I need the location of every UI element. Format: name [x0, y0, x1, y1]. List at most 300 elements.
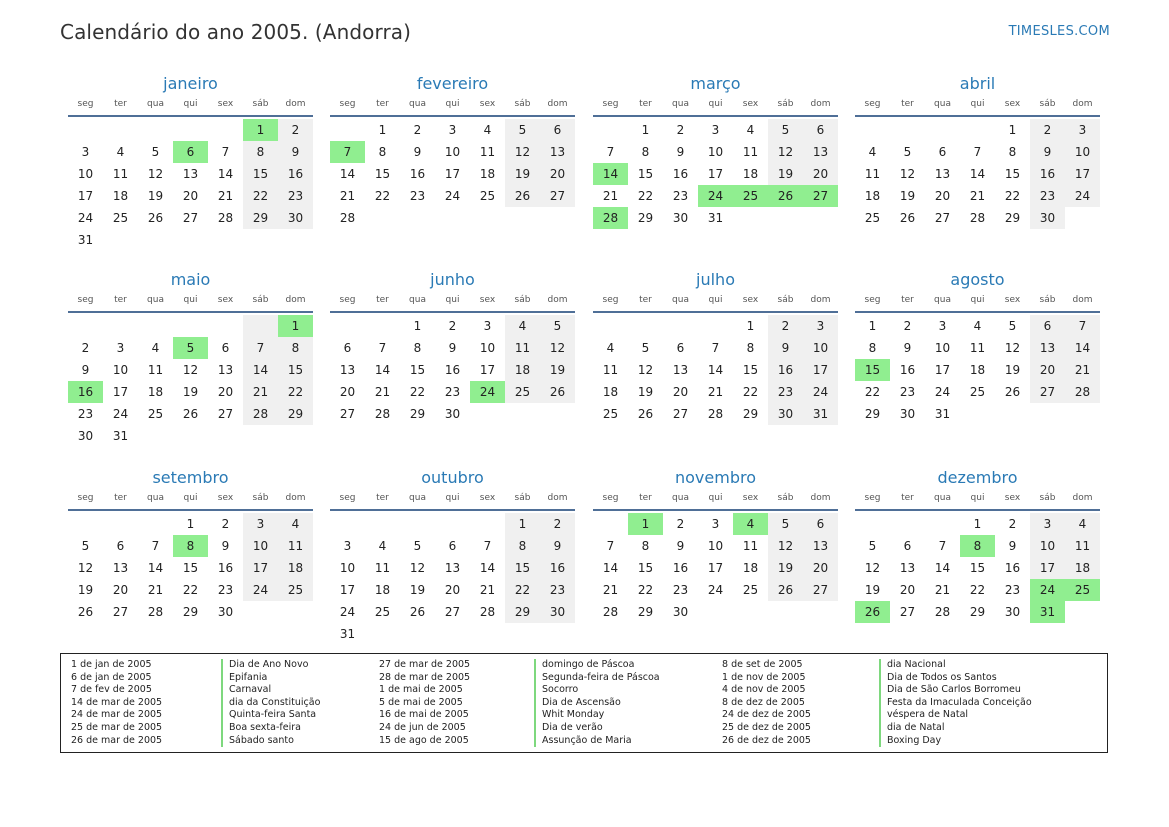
day-cell[interactable]: 8 [278, 337, 313, 359]
day-cell[interactable]: 6 [116, 539, 125, 553]
day-cell[interactable]: 29 [182, 605, 199, 619]
day-cell[interactable]: 21 [374, 385, 391, 399]
day-cell[interactable]: 5 [768, 119, 803, 141]
day-cell[interactable]: 17 [77, 189, 94, 203]
day-cell[interactable]: 26 [409, 605, 426, 619]
day-cell[interactable]: 12 [540, 337, 575, 359]
day-cell[interactable]: 26 [637, 407, 654, 421]
day-cell[interactable]: 19 [768, 557, 803, 579]
day-cell[interactable]: 29 [637, 211, 654, 225]
day-cell[interactable]: 22 [969, 583, 986, 597]
day-cell[interactable]: 20 [444, 583, 461, 597]
day-cell[interactable]: 16 [672, 561, 689, 575]
day-cell[interactable]: 17 [934, 363, 951, 377]
day-cell[interactable]: 10 [77, 167, 94, 181]
day-cell[interactable]: 3 [343, 539, 352, 553]
day-cell[interactable]: 24 [112, 407, 129, 421]
day-cell[interactable]: 5 [768, 513, 803, 535]
day-cell[interactable]: 8 [641, 145, 650, 159]
day-cell[interactable]: 10 [444, 145, 461, 159]
day-cell[interactable]: 2 [448, 319, 457, 333]
holiday-day-cell[interactable]: 7 [330, 141, 365, 163]
day-cell[interactable]: 22 [637, 189, 654, 203]
day-cell[interactable]: 2 [81, 341, 90, 355]
day-cell[interactable]: 23 [409, 189, 426, 203]
day-cell[interactable]: 1 [973, 517, 982, 531]
day-cell[interactable]: 22 [1004, 189, 1021, 203]
day-cell[interactable]: 8 [1008, 145, 1017, 159]
day-cell[interactable]: 12 [768, 141, 803, 163]
day-cell[interactable]: 21 [602, 189, 619, 203]
day-cell[interactable]: 29 [278, 403, 313, 425]
day-cell[interactable]: 10 [112, 363, 129, 377]
day-cell[interactable]: 23 [672, 583, 689, 597]
day-cell[interactable]: 8 [868, 341, 877, 355]
holiday-day-cell[interactable]: 27 [803, 185, 838, 207]
day-cell[interactable]: 17 [243, 557, 278, 579]
day-cell[interactable]: 9 [221, 539, 230, 553]
day-cell[interactable]: 16 [768, 359, 803, 381]
holiday-day-cell[interactable]: 8 [960, 535, 995, 557]
day-cell[interactable]: 18 [505, 359, 540, 381]
day-cell[interactable]: 5 [413, 539, 422, 553]
day-cell[interactable]: 5 [868, 539, 877, 553]
day-cell[interactable]: 20 [803, 557, 838, 579]
day-cell[interactable]: 25 [864, 211, 881, 225]
holiday-day-cell[interactable]: 6 [173, 141, 208, 163]
day-cell[interactable]: 4 [505, 315, 540, 337]
day-cell[interactable]: 17 [707, 561, 724, 575]
day-cell[interactable]: 23 [1030, 185, 1065, 207]
holiday-day-cell[interactable]: 24 [470, 381, 505, 403]
day-cell[interactable]: 19 [147, 189, 164, 203]
day-cell[interactable]: 12 [505, 141, 540, 163]
day-cell[interactable]: 15 [637, 167, 654, 181]
day-cell[interactable]: 29 [409, 407, 426, 421]
day-cell[interactable]: 1 [378, 123, 387, 137]
day-cell[interactable]: 8 [413, 341, 422, 355]
day-cell[interactable]: 4 [151, 341, 160, 355]
day-cell[interactable]: 11 [505, 337, 540, 359]
holiday-day-cell[interactable]: 26 [768, 185, 803, 207]
holiday-day-cell[interactable]: 1 [628, 513, 663, 535]
day-cell[interactable]: 11 [864, 167, 881, 181]
day-cell[interactable]: 20 [672, 385, 689, 399]
day-cell[interactable]: 13 [1030, 337, 1065, 359]
day-cell[interactable]: 22 [374, 189, 391, 203]
day-cell[interactable]: 13 [112, 561, 129, 575]
day-cell[interactable]: 1 [186, 517, 195, 531]
day-cell[interactable]: 17 [803, 359, 838, 381]
day-cell[interactable]: 30 [540, 601, 575, 623]
day-cell[interactable]: 11 [278, 535, 313, 557]
day-cell[interactable]: 2 [676, 123, 685, 137]
day-cell[interactable]: 2 [1008, 517, 1017, 531]
day-cell[interactable]: 23 [1004, 583, 1021, 597]
day-cell[interactable]: 14 [969, 167, 986, 181]
day-cell[interactable]: 15 [637, 561, 654, 575]
day-cell[interactable]: 21 [339, 189, 356, 203]
day-cell[interactable]: 11 [742, 539, 759, 553]
day-cell[interactable]: 6 [803, 513, 838, 535]
day-cell[interactable]: 21 [479, 583, 496, 597]
day-cell[interactable]: 12 [864, 561, 881, 575]
day-cell[interactable]: 20 [899, 583, 916, 597]
day-cell[interactable]: 30 [444, 407, 461, 421]
day-cell[interactable]: 9 [676, 539, 685, 553]
day-cell[interactable]: 4 [1065, 513, 1100, 535]
day-cell[interactable]: 11 [1065, 535, 1100, 557]
day-cell[interactable]: 15 [1004, 167, 1021, 181]
holiday-day-cell[interactable]: 26 [855, 601, 890, 623]
day-cell[interactable]: 5 [505, 119, 540, 141]
day-cell[interactable]: 3 [711, 123, 720, 137]
day-cell[interactable]: 18 [742, 561, 759, 575]
day-cell[interactable]: 27 [112, 605, 129, 619]
day-cell[interactable]: 8 [378, 145, 387, 159]
day-cell[interactable]: 28 [934, 605, 951, 619]
day-cell[interactable]: 9 [903, 341, 912, 355]
day-cell[interactable]: 28 [147, 605, 164, 619]
day-cell[interactable]: 16 [278, 163, 313, 185]
day-cell[interactable]: 27 [540, 185, 575, 207]
day-cell[interactable]: 14 [339, 167, 356, 181]
day-cell[interactable]: 29 [742, 407, 759, 421]
day-cell[interactable]: 28 [374, 407, 391, 421]
day-cell[interactable]: 2 [768, 315, 803, 337]
day-cell[interactable]: 1 [413, 319, 422, 333]
day-cell[interactable]: 12 [147, 167, 164, 181]
day-cell[interactable]: 5 [151, 145, 160, 159]
day-cell[interactable]: 7 [938, 539, 947, 553]
day-cell[interactable]: 12 [899, 167, 916, 181]
day-cell[interactable]: 6 [803, 119, 838, 141]
day-cell[interactable]: 18 [969, 363, 986, 377]
day-cell[interactable]: 25 [479, 189, 496, 203]
day-cell[interactable]: 26 [540, 381, 575, 403]
day-cell[interactable]: 6 [343, 341, 352, 355]
day-cell[interactable]: 23 [672, 189, 689, 203]
day-cell[interactable]: 30 [77, 429, 94, 443]
day-cell[interactable]: 23 [444, 385, 461, 399]
day-cell[interactable]: 5 [1008, 319, 1017, 333]
holiday-day-cell[interactable]: 1 [243, 119, 278, 141]
day-cell[interactable]: 13 [803, 535, 838, 557]
day-cell[interactable]: 26 [147, 211, 164, 225]
day-cell[interactable]: 17 [1065, 163, 1100, 185]
day-cell[interactable]: 11 [742, 145, 759, 159]
day-cell[interactable]: 13 [339, 363, 356, 377]
holiday-day-cell[interactable]: 5 [173, 337, 208, 359]
day-cell[interactable]: 15 [969, 561, 986, 575]
day-cell[interactable]: 8 [505, 535, 540, 557]
brand-link[interactable]: TIMESLES.COM [1008, 24, 1110, 39]
day-cell[interactable]: 19 [182, 385, 199, 399]
day-cell[interactable]: 25 [505, 381, 540, 403]
day-cell[interactable]: 15 [182, 561, 199, 575]
day-cell[interactable]: 30 [1030, 207, 1065, 229]
day-cell[interactable]: 16 [409, 167, 426, 181]
day-cell[interactable]: 13 [217, 363, 234, 377]
day-cell[interactable]: 24 [444, 189, 461, 203]
day-cell[interactable]: 16 [1030, 163, 1065, 185]
day-cell[interactable]: 6 [903, 539, 912, 553]
day-cell[interactable]: 19 [637, 385, 654, 399]
day-cell[interactable]: 29 [864, 407, 881, 421]
day-cell[interactable]: 23 [77, 407, 94, 421]
day-cell[interactable]: 30 [899, 407, 916, 421]
day-cell[interactable]: 19 [505, 163, 540, 185]
day-cell[interactable]: 24 [339, 605, 356, 619]
day-cell[interactable]: 16 [672, 167, 689, 181]
day-cell[interactable]: 5 [641, 341, 650, 355]
day-cell[interactable]: 3 [1030, 513, 1065, 535]
day-cell[interactable]: 14 [243, 359, 278, 381]
day-cell[interactable]: 15 [278, 359, 313, 381]
day-cell[interactable]: 17 [339, 583, 356, 597]
day-cell[interactable]: 6 [540, 119, 575, 141]
day-cell[interactable]: 23 [217, 583, 234, 597]
holiday-day-cell[interactable]: 16 [68, 381, 103, 403]
day-cell[interactable]: 21 [217, 189, 234, 203]
day-cell[interactable]: 29 [243, 207, 278, 229]
day-cell[interactable]: 12 [182, 363, 199, 377]
day-cell[interactable]: 7 [151, 539, 160, 553]
day-cell[interactable]: 2 [540, 513, 575, 535]
day-cell[interactable]: 5 [81, 539, 90, 553]
day-cell[interactable]: 10 [934, 341, 951, 355]
day-cell[interactable]: 4 [606, 341, 615, 355]
day-cell[interactable]: 10 [479, 341, 496, 355]
day-cell[interactable]: 24 [707, 583, 724, 597]
day-cell[interactable]: 12 [409, 561, 426, 575]
day-cell[interactable]: 20 [540, 163, 575, 185]
day-cell[interactable]: 31 [803, 403, 838, 425]
day-cell[interactable]: 5 [540, 315, 575, 337]
day-cell[interactable]: 18 [278, 557, 313, 579]
day-cell[interactable]: 22 [864, 385, 881, 399]
day-cell[interactable]: 17 [112, 385, 129, 399]
day-cell[interactable]: 20 [339, 385, 356, 399]
day-cell[interactable]: 30 [217, 605, 234, 619]
day-cell[interactable]: 3 [483, 319, 492, 333]
day-cell[interactable]: 6 [676, 341, 685, 355]
day-cell[interactable]: 15 [243, 163, 278, 185]
day-cell[interactable]: 21 [147, 583, 164, 597]
day-cell[interactable]: 2 [413, 123, 422, 137]
day-cell[interactable]: 3 [711, 517, 720, 531]
day-cell[interactable]: 4 [973, 319, 982, 333]
day-cell[interactable]: 2 [676, 517, 685, 531]
day-cell[interactable]: 25 [374, 605, 391, 619]
day-cell[interactable]: 28 [969, 211, 986, 225]
day-cell[interactable]: 17 [707, 167, 724, 181]
day-cell[interactable]: 28 [243, 403, 278, 425]
day-cell[interactable]: 14 [374, 363, 391, 377]
day-cell[interactable]: 20 [112, 583, 129, 597]
day-cell[interactable]: 4 [483, 123, 492, 137]
day-cell[interactable]: 14 [1065, 337, 1100, 359]
day-cell[interactable]: 16 [540, 557, 575, 579]
day-cell[interactable]: 22 [243, 185, 278, 207]
day-cell[interactable]: 19 [409, 583, 426, 597]
day-cell[interactable]: 28 [217, 211, 234, 225]
day-cell[interactable]: 22 [182, 583, 199, 597]
day-cell[interactable]: 31 [707, 211, 724, 225]
day-cell[interactable]: 20 [1030, 359, 1065, 381]
day-cell[interactable]: 27 [899, 605, 916, 619]
day-cell[interactable]: 28 [339, 211, 356, 225]
day-cell[interactable]: 6 [221, 341, 230, 355]
day-cell[interactable]: 16 [1004, 561, 1021, 575]
day-cell[interactable]: 23 [768, 381, 803, 403]
day-cell[interactable]: 27 [672, 407, 689, 421]
day-cell[interactable]: 31 [339, 627, 356, 641]
day-cell[interactable]: 2 [903, 319, 912, 333]
day-cell[interactable]: 26 [182, 407, 199, 421]
day-cell[interactable]: 3 [243, 513, 278, 535]
day-cell[interactable]: 4 [278, 513, 313, 535]
day-cell[interactable]: 30 [278, 207, 313, 229]
day-cell[interactable]: 10 [1030, 535, 1065, 557]
day-cell[interactable]: 29 [969, 605, 986, 619]
day-cell[interactable]: 18 [112, 189, 129, 203]
day-cell[interactable]: 6 [1030, 315, 1065, 337]
day-cell[interactable]: 13 [899, 561, 916, 575]
day-cell[interactable]: 14 [147, 561, 164, 575]
day-cell[interactable]: 13 [444, 561, 461, 575]
day-cell[interactable]: 8 [243, 141, 278, 163]
day-cell[interactable]: 6 [938, 145, 947, 159]
day-cell[interactable]: 27 [217, 407, 234, 421]
day-cell[interactable]: 2 [1030, 119, 1065, 141]
day-cell[interactable]: 17 [479, 363, 496, 377]
day-cell[interactable]: 9 [413, 145, 422, 159]
day-cell[interactable]: 30 [768, 403, 803, 425]
day-cell[interactable]: 21 [707, 385, 724, 399]
holiday-day-cell[interactable]: 31 [1030, 601, 1065, 623]
day-cell[interactable]: 23 [278, 185, 313, 207]
day-cell[interactable]: 18 [1065, 557, 1100, 579]
day-cell[interactable]: 14 [707, 363, 724, 377]
day-cell[interactable]: 10 [803, 337, 838, 359]
day-cell[interactable]: 4 [868, 145, 877, 159]
day-cell[interactable]: 25 [742, 583, 759, 597]
day-cell[interactable]: 19 [768, 163, 803, 185]
day-cell[interactable]: 16 [899, 363, 916, 377]
day-cell[interactable]: 25 [278, 579, 313, 601]
day-cell[interactable]: 11 [479, 145, 496, 159]
day-cell[interactable]: 12 [77, 561, 94, 575]
day-cell[interactable]: 9 [1030, 141, 1065, 163]
day-cell[interactable]: 4 [116, 145, 125, 159]
day-cell[interactable]: 3 [116, 341, 125, 355]
day-cell[interactable]: 24 [77, 211, 94, 225]
day-cell[interactable]: 14 [602, 561, 619, 575]
day-cell[interactable]: 9 [278, 141, 313, 163]
day-cell[interactable]: 9 [448, 341, 457, 355]
day-cell[interactable]: 27 [182, 211, 199, 225]
day-cell[interactable]: 13 [934, 167, 951, 181]
day-cell[interactable]: 15 [409, 363, 426, 377]
holiday-day-cell[interactable]: 28 [593, 207, 628, 229]
day-cell[interactable]: 12 [768, 535, 803, 557]
day-cell[interactable]: 7 [221, 145, 230, 159]
holiday-day-cell[interactable]: 15 [855, 359, 890, 381]
day-cell[interactable]: 11 [602, 363, 619, 377]
day-cell[interactable]: 8 [641, 539, 650, 553]
day-cell[interactable]: 23 [899, 385, 916, 399]
day-cell[interactable]: 3 [81, 145, 90, 159]
day-cell[interactable]: 7 [711, 341, 720, 355]
day-cell[interactable]: 12 [1004, 341, 1021, 355]
day-cell[interactable]: 18 [864, 189, 881, 203]
day-cell[interactable]: 4 [746, 123, 755, 137]
day-cell[interactable]: 21 [243, 381, 278, 403]
day-cell[interactable]: 29 [1004, 211, 1021, 225]
day-cell[interactable]: 11 [112, 167, 129, 181]
day-cell[interactable]: 26 [1004, 385, 1021, 399]
day-cell[interactable]: 19 [899, 189, 916, 203]
day-cell[interactable]: 24 [243, 579, 278, 601]
day-cell[interactable]: 10 [339, 561, 356, 575]
day-cell[interactable]: 7 [378, 341, 387, 355]
day-cell[interactable]: 27 [803, 579, 838, 601]
day-cell[interactable]: 19 [77, 583, 94, 597]
day-cell[interactable]: 20 [217, 385, 234, 399]
day-cell[interactable]: 1 [868, 319, 877, 333]
day-cell[interactable]: 12 [637, 363, 654, 377]
day-cell[interactable]: 15 [742, 363, 759, 377]
day-cell[interactable]: 7 [483, 539, 492, 553]
day-cell[interactable]: 29 [637, 605, 654, 619]
day-cell[interactable]: 9 [768, 337, 803, 359]
day-cell[interactable]: 7 [606, 145, 615, 159]
day-cell[interactable]: 5 [903, 145, 912, 159]
day-cell[interactable]: 11 [374, 561, 391, 575]
day-cell[interactable]: 9 [540, 535, 575, 557]
day-cell[interactable]: 4 [378, 539, 387, 553]
day-cell[interactable]: 19 [864, 583, 881, 597]
day-cell[interactable]: 19 [540, 359, 575, 381]
day-cell[interactable]: 3 [938, 319, 947, 333]
day-cell[interactable]: 21 [1065, 359, 1100, 381]
day-cell[interactable]: 10 [707, 539, 724, 553]
day-cell[interactable]: 20 [934, 189, 951, 203]
day-cell[interactable]: 3 [1065, 119, 1100, 141]
day-cell[interactable]: 11 [147, 363, 164, 377]
day-cell[interactable]: 27 [1030, 381, 1065, 403]
day-cell[interactable]: 22 [409, 385, 426, 399]
day-cell[interactable]: 18 [147, 385, 164, 399]
day-cell[interactable]: 13 [672, 363, 689, 377]
day-cell[interactable]: 8 [746, 341, 755, 355]
day-cell[interactable]: 18 [602, 385, 619, 399]
day-cell[interactable]: 7 [1065, 315, 1100, 337]
holiday-day-cell[interactable]: 14 [593, 163, 628, 185]
day-cell[interactable]: 10 [707, 145, 724, 159]
holiday-day-cell[interactable]: 25 [733, 185, 768, 207]
day-cell[interactable]: 27 [934, 211, 951, 225]
day-cell[interactable]: 22 [278, 381, 313, 403]
day-cell[interactable]: 22 [742, 385, 759, 399]
day-cell[interactable]: 22 [505, 579, 540, 601]
holiday-day-cell[interactable]: 25 [1065, 579, 1100, 601]
day-cell[interactable]: 18 [742, 167, 759, 181]
day-cell[interactable]: 25 [112, 211, 129, 225]
day-cell[interactable]: 31 [77, 233, 94, 247]
day-cell[interactable]: 3 [803, 315, 838, 337]
